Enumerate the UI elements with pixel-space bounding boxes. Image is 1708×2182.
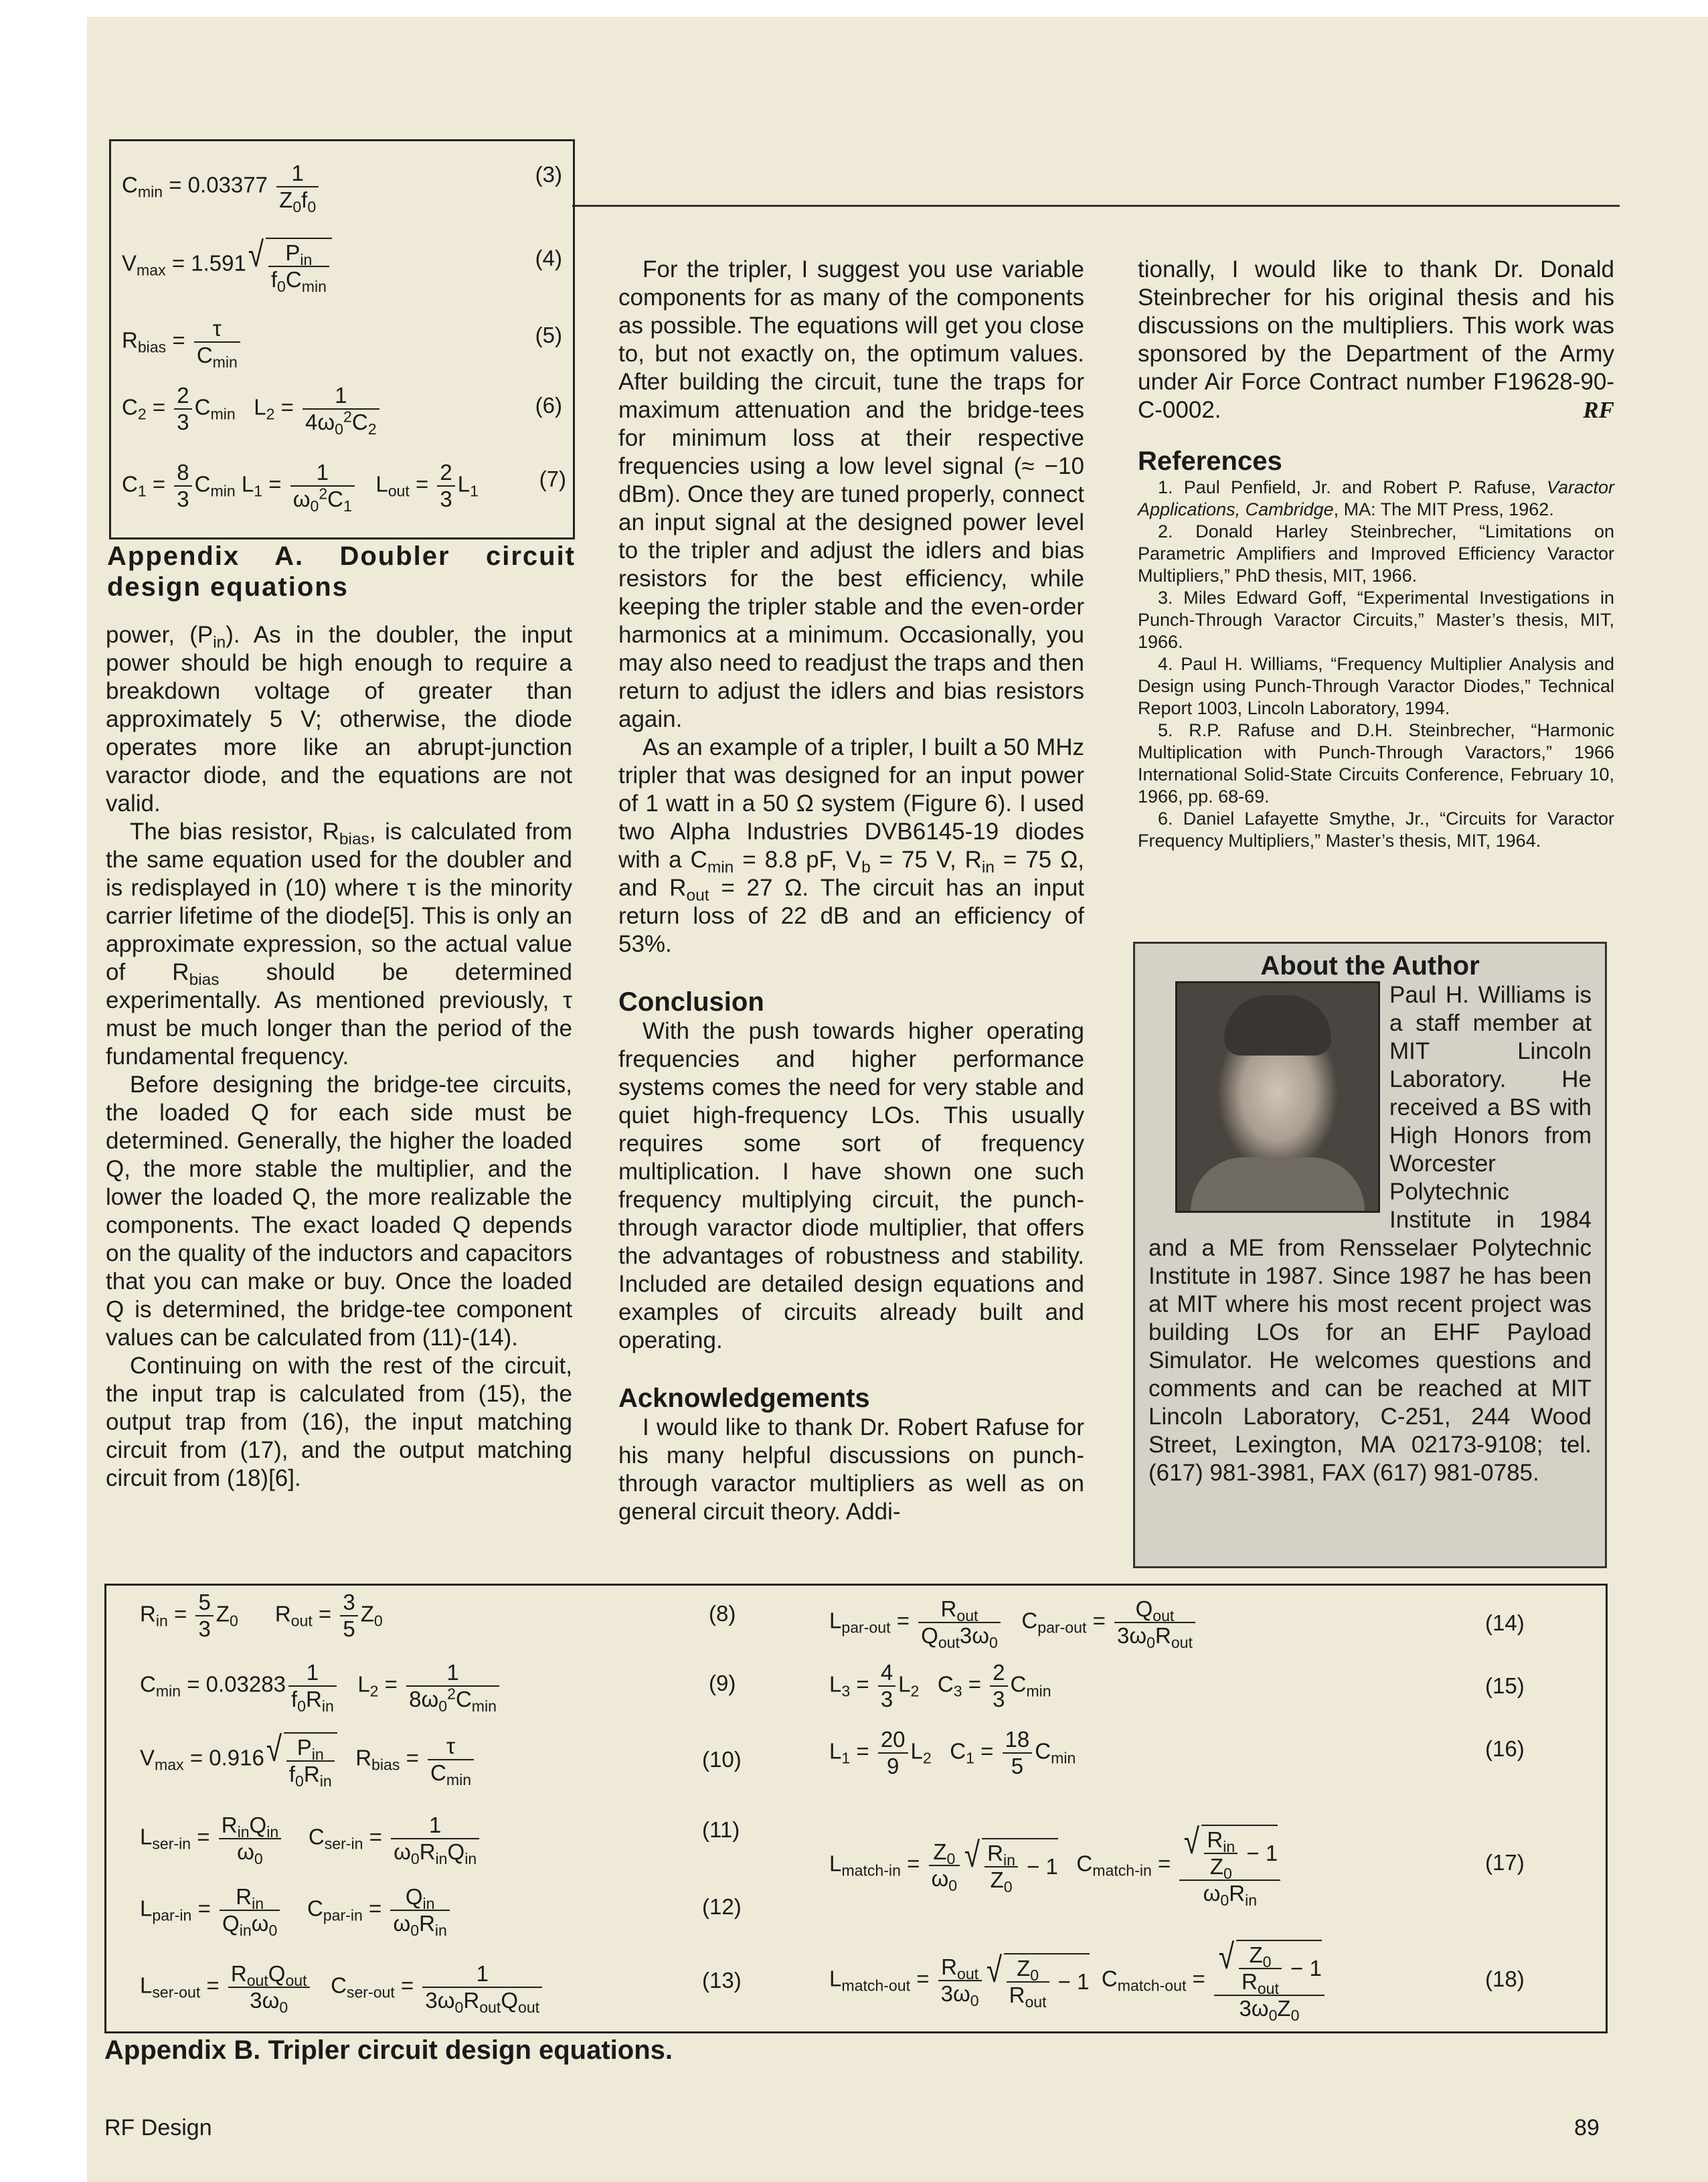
footer-page-number: 89	[1574, 2115, 1600, 2141]
reference-item: 6. Daniel Lafayette Smythe, Jr., “Circuits for Varactor Frequency Multipliers,” Master’s thesis, MIT, 1964.	[1138, 809, 1614, 851]
equation-14: $L_{par-out}$ = $R_{out}$ $Q_{out}3\omega_0$ $C_{par-out}$ = $Q_{out}$ $3\omega_0R_{out}$	[829, 1596, 1198, 1649]
equation-number: (5)	[535, 323, 562, 347]
equation-6: $C_2$ = $\frac{2}{3}$ $C_{min}$ $L_2$ = $\frac{1}{4\omega_0^2C_2}$	[122, 383, 382, 435]
equation-17: $L_{match-in}$ = $\frac{Z_0}{\omega_0}$ √ $R_{in}$ $Z_0$ − 1 $C_{match-in}$ = √ $R_{in}$ $Z_0$ − 1 $\omega_0R_{in}$	[829, 1825, 1283, 1906]
equation-number: (12)	[702, 1894, 742, 1919]
paragraph: Before designing the bridge-tee circuits, the loaded Q for each side must be determined. Generally, the higher the loaded Q, the more stable the multiplier, and the lower the loaded Q, the more realizable the components. The exact loaded Q depends on the quality of the inductors and capacitors that you can make or buy. Once the loaded Q is determined, the bridge-tee component values can be calculated from (11)-(14).	[106, 1072, 572, 1351]
equation-15: $L_3$ = $\frac{4}{3}$ $L_2$ $C_3$ = $\frac{2}{3}$ $C_{min}$	[829, 1660, 1051, 1711]
middle-column	[618, 256, 1084, 1526]
right-column	[1138, 256, 1614, 852]
equation-7: $C_1$ = $\frac{8}{3}$ $C_{min}$ $L_1$ = $\frac{1}{\omega_0^2C_1}$ $L_{out}$ = $\frac{2}{3}$ $L_1$	[122, 460, 479, 515]
acknowledgements-continued	[1138, 256, 1614, 424]
equation-11: $L_{ser-in}$ = $R_{in}Q_{in}$ $\omega_0$ $C_{ser-in}$ = 1 $\omega_0R_{in}Q_{in}$	[140, 1813, 482, 1865]
acknowledgements-paragraph: I would like to thank Dr. Robert Rafuse for his many helpful discussions on punch-through varactor multipliers as well as on general circuit theory. Addi-	[618, 1414, 1084, 1525]
acknowledgements-heading: Acknowledgements	[618, 1383, 870, 1413]
about-heading: About the Author	[1260, 951, 1480, 981]
paragraph: The bias resistor, $R_{bias}$, is calculated from the same equation used for the doubler and is redisplayed in (10) where τ is the minority carrier lifetime of the diode[5]. This is only an approximate expression, so the actual value of $R_{bias}$ should be determined experimentally. As mentioned previously, τ must be much longer than the period of the fundamental frequency.	[106, 819, 573, 1070]
equation-number: (9)	[709, 1671, 736, 1695]
equation-number: (7)	[539, 467, 566, 491]
appendix-b-box	[104, 1584, 1608, 2033]
equation-18: $L_{match-out}$ = $R_{out}$ $3\omega_0$ √ $Z_0$ $R_{out}$ − 1 $C_{match-out}$ = √ $Z_0$ $R_{out}$ − 1 $3\omega_0Z_0$	[829, 1940, 1327, 2021]
equation-16: $L_1$ = $\frac{20}{9}$ $L_2$ $C_1$ = $\frac{18}{5}$ $C_{min}$	[829, 1727, 1076, 1778]
left-column	[106, 621, 572, 1493]
reference-item: 1. Paul Penfield, Jr. and Robert P. Rafuse, Varactor Applications, Cambridge, MA: The MIT Press, 1962.	[1138, 477, 1614, 519]
paragraph: Continuing on with the rest of the circuit, the input trap is calculated from (15), the output trap from (16), the input matching circuit from (17), and the output matching circuit from (18)[6].	[106, 1353, 572, 1491]
equation-number: (11)	[702, 1817, 740, 1842]
equation-9: $C_{min} = 0.03283$ 1 $f_0R_{in}$ $L_2$ = 1 $8\omega_0^2C_{min}$	[140, 1660, 502, 1712]
references-heading: References	[1138, 446, 1282, 476]
equation-12: $L_{par-in}$ = $R_{in}$ $Q_{in}\omega_0$ $C_{par-in}$ = $Q_{in}$ $\omega_0R_{in}$	[140, 1884, 452, 1936]
footer-magazine-name: RF Design	[104, 2115, 212, 2141]
references-list	[1138, 477, 1614, 852]
appendix-a-caption: Appendix A. Doubler circuit design equations	[107, 541, 576, 602]
paragraph: power, $(P_{in})$. As in the doubler, the input power should be high enough to require a breakdown voltage of greater than approximately 5 V; otherwise, the diode operates more like an abrupt-junction varactor diode, and the equations are not valid.	[106, 622, 572, 817]
acknowledgements-text: tionally, I would like to thank Dr. Donald Steinbrecher for his original thesis and his discussions on the multipliers. This work was sponsored by the Department of the Army under Air Force Contract number F19628-90-C-0002.	[1138, 256, 1614, 423]
about-text: Paul H. Williams is a staff member at MIT Lincoln Laboratory. He received a BS with High Honors from Worcester Polytechnic Institute in 1984 and a ME from Rensselaer Polytechnic Institute in 1987. Since 1987 he has been at MIT where his most recent project was building LOs for an EHF Payload Simulator. He welcomes questions and comments and can be reached at MIT Lincoln Laboratory, C-251, 244 Wood Street, Lexington, MA 02173-9108; tel. (617) 981-3981, FAX (617) 981-0785.	[1148, 982, 1592, 1486]
paragraph: For the tripler, I suggest you use variable components for as many of the components as possible. The equations will get you close to, but not exactly on, the optimum values. After building the circuit, tune the traps for maximum attenuation and the bridge-tees for minimum loss at their respective frequencies using a low level signal (≈ −10 dBm). Once they are tuned properly, connect an input signal at the designed power level to the tripler and adjust the idlers and bias resistors for the best efficiency, while keeping the tripler stable and the even-order harmonics at a minimum. Occasionally, you may also need to readjust the traps and then return to adjust the idlers and bias resistors again.	[618, 256, 1084, 732]
equation-number: (4)	[535, 246, 562, 270]
equation-3: $C_{min} = 0.03377$ $\frac{1}{Z_0f_0}$	[122, 161, 321, 213]
equation-13: $L_{ser-out}$ = $R_{out}Q_{out}$ $3\omega_0$ $C_{ser-out}$ = 1 $3\omega_0R_{out}Q_{out}$	[140, 1961, 545, 2013]
header-rule	[572, 205, 1620, 207]
equation-number: (8)	[709, 1601, 736, 1626]
equation-number: (18)	[1485, 1966, 1525, 1991]
equation-5: $R_{bias}$ = τ $C_{min}$	[122, 316, 243, 368]
conclusion-paragraph: With the push towards higher operating frequencies and higher performance systems comes the need for very stable and quiet high-frequency LOs. This usually requires some sort of frequency multiplication. I have shown one such frequency multiplying circuit, the punch-through varactor diode multiplier, that offers the advantages of robustness and stability. Included are detailed design equations and examples of circuits already built and operating.	[618, 1018, 1084, 1353]
conclusion-heading: Conclusion	[618, 987, 764, 1017]
equation-number: (16)	[1485, 1736, 1525, 1761]
paragraph: As an example of a tripler, I built a 50 MHz tripler that was designed for an input power of 1 watt in a 50 Ω system (Figure 6). I used two Alpha Industries DVB6145-19 diodes with a $C_{min} = 8.8$ pF, $V_b = 75$ V, $R_{in} = 75$ Ω, and $R_{out} = 27$ Ω. The circuit has an input return loss of 22 dB and an efficiency of 53%.	[618, 734, 1085, 957]
equation-number: (10)	[702, 1747, 742, 1772]
reference-item: 2. Donald Harley Steinbrecher, “Limitations on Parametric Amplifiers and Improved Efficiency Varactor Multipliers,” PhD thesis, MIT, 1966.	[1138, 521, 1614, 586]
equation-number: (13)	[702, 1968, 742, 1993]
reference-item: 4. Paul H. Williams, “Frequency Multiplier Analysis and Design using Punch-Through Varactor Diodes,” Technical Report 1003, Lincoln Laboratory, 1994.	[1138, 654, 1614, 718]
author-photo	[1175, 981, 1380, 1213]
equation-number: (17)	[1485, 1850, 1525, 1875]
equation-number: (15)	[1485, 1673, 1525, 1698]
equation-10: $V_{max} = 0.916$ √ $P_{in}$ $f_0R_{in}$ $R_{bias}$ = τ $C_{min}$	[140, 1732, 477, 1787]
appendix-b-caption: Appendix B. Tripler circuit design equations.	[104, 2035, 673, 2065]
equation-number: (6)	[535, 393, 562, 418]
equation-8: $R_{in}$ = $\frac{5}{3}$ $Z_0$ $R_{out}$ = $\frac{3}{5}$ $Z_0$	[140, 1590, 383, 1641]
equation-number: (3)	[535, 162, 562, 187]
equation-number: (14)	[1485, 1610, 1525, 1635]
rf-signoff: RF	[1583, 397, 1614, 423]
reference-item: 5. R.P. Rafuse and D.H. Steinbrecher, “Harmonic Multiplication with Punch-Through Varactors,” 1966 International Solid-State Circuits Conference, February 10, 1966, pp. 68-69.	[1138, 720, 1614, 807]
reference-item: 3. Miles Edward Goff, “Experimental Investigations in Punch-Through Varactor Circuits,” Master’s thesis, MIT, 1966.	[1138, 588, 1614, 652]
appendix-a-box	[109, 139, 575, 539]
equation-4: $V_{max} = 1.591$ √ $P_{in}$ $f_0C_{min}$	[122, 238, 332, 292]
about-the-author-box	[1133, 942, 1607, 1568]
